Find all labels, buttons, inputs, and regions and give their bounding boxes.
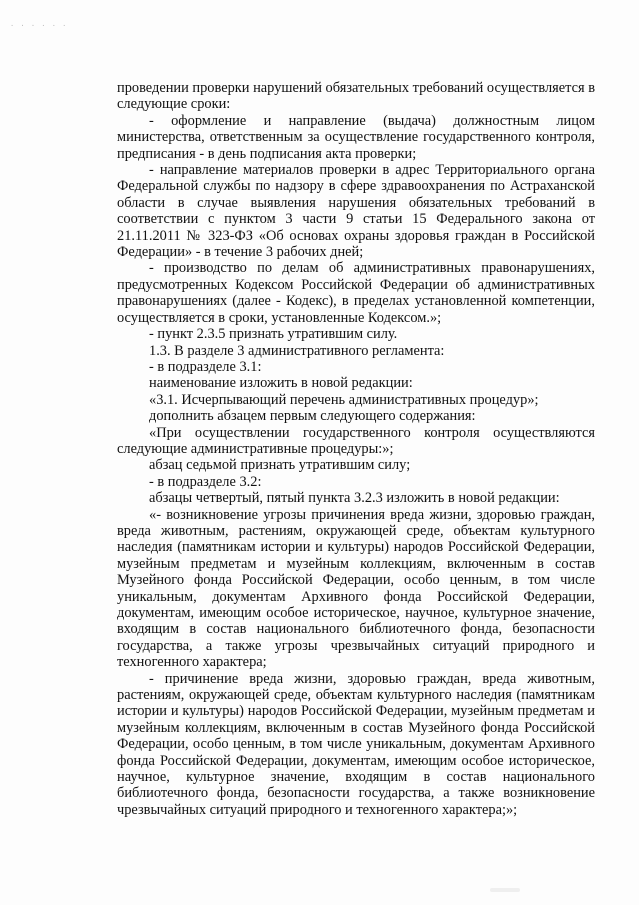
paragraph: наименование изложить в новой редакции: [149, 375, 413, 392]
paragraph: абзацы четвертый, пятый пункта 3.2.3 изложить в новой редакции: [149, 490, 560, 507]
scan-smudge [490, 888, 520, 892]
paragraph: - в подразделе 3.1: [149, 358, 262, 375]
paragraph: 1.3. В разделе 3 административного регламента: [149, 342, 445, 359]
document-body [117, 80, 595, 818]
scan-artifact: · · · · · · [10, 22, 68, 30]
paragraph: «При осуществлении государственного контроля осуществляются следующие административные процедуры:»; [117, 424, 595, 457]
paragraph: - направление материалов проверки в адрес Территориального органа Федеральной службы по надзору в сфере здравоохранения по Астраханской области в случае выявления нарушения обязательных требований в соответствии с пунктом 3 части 9 статьи 15 Федерального закона от 21.11.2011 № 323-ФЗ «Об основах охраны здоровья граждан в Российской Федерации» - в течение 3 рабочих дней; [117, 162, 595, 261]
paragraph: - производство по делам об административных правонарушениях, предусмотренных Кодексом Российской Федерации об административных правонарушениях (далее - Кодекс), в пределах установленной компетенции, осуществляется в сроки, установленные Кодексом.»; [117, 260, 595, 326]
paragraph: - в подразделе 3.2: [149, 473, 262, 490]
paragraph: «- возникновение угрозы причинения вреда жизни, здоровью граждан, вреда животным, растениям, окружающей среде, объектам культурного наследия (памятникам истории и культуры) народов Российской Федерации, музейным предметам и музейным коллекциям, включенным в состав Музейного фонда Российской Федерации, особо ценным, в том числе уникальным, документам Архивного фонда Российской Федерации, документам, имеющим особое историческое, научное, культурное значение, входящим в состав национального библиотечного фонда, безопасности государства, а также угрозы чрезвычайных ситуаций природного и техногенного характера; [117, 506, 595, 671]
paragraph: - оформление и направление (выдача) должностным лицом министерства, ответственным за осуществление государственного контроля, предписания - в день подписания акта проверки; [117, 112, 595, 162]
paragraph: - причинение вреда жизни, здоровью граждан, вреда животным, растениям, окружающей среде, объектам культурного наследия (памятникам истории и культуры) народов Российской Федерации, музейным предметам и музейным коллекциям, включенным в состав Музейного фонда Российской Федерации, особо ценным, в том числе уникальным, документам Архивного фонда Российской Федерации, документам, имеющим особое историческое, научное, культурное значение, входящим в состав национального библиотечного фонда, безопасности государства, а также возникновение чрезвычайных ситуаций природного и техногенного характера;»; [117, 670, 595, 818]
paragraph: абзац седьмой признать утратившим силу; [149, 457, 411, 474]
paragraph: дополнить абзацем первым следующего содержания: [149, 408, 476, 425]
paragraph: «3.1. Исчерпывающий перечень административных процедур»; [149, 391, 539, 408]
paragraph: - пункт 2.3.5 признать утратившим силу. [149, 326, 398, 343]
paragraph: проведении проверки нарушений обязательных требований осуществляется в следующие сроки: [117, 80, 595, 113]
